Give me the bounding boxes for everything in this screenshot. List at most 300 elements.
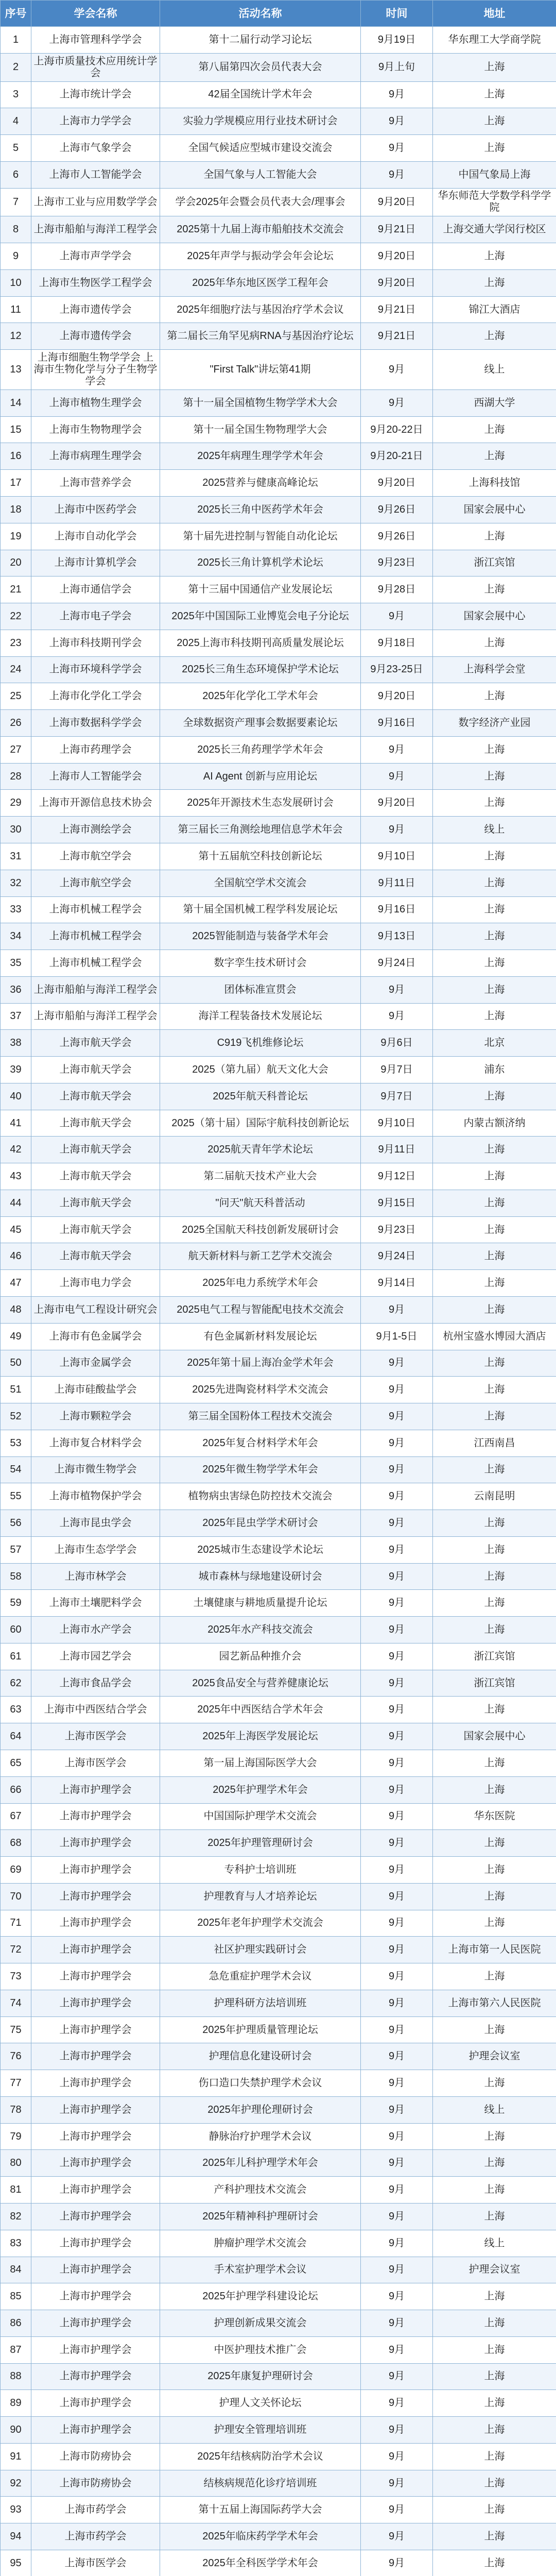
cell-place: 护理会议室 bbox=[433, 2043, 556, 2070]
table-row bbox=[1, 843, 556, 870]
cell-place: 上海 bbox=[433, 269, 556, 296]
cell-no: 56 bbox=[1, 1510, 31, 1537]
cell-time: 9月20日 bbox=[361, 470, 433, 497]
cell-place: 上海 bbox=[433, 1910, 556, 1937]
cell-place: 上海市第六人民医院 bbox=[433, 1990, 556, 2016]
cell-time: 9月10日 bbox=[361, 1110, 433, 1137]
cell-place: 杭州宝盛水博园大酒店 bbox=[433, 1323, 556, 1350]
cell-place: 上海 bbox=[433, 950, 556, 977]
cell-activity: 2025全国航天科技创新发展研讨会 bbox=[160, 1216, 361, 1243]
cell-no: 5 bbox=[1, 135, 31, 162]
cell-no: 93 bbox=[1, 2497, 31, 2523]
cell-society: 上海市医学会 bbox=[31, 1723, 160, 1750]
cell-time: 9月 bbox=[361, 1937, 433, 1963]
cell-society: 上海市防痨协会 bbox=[31, 2470, 160, 2497]
cell-time: 9月20-21日 bbox=[361, 443, 433, 470]
cell-time: 9月 bbox=[361, 2550, 433, 2576]
cell-society: 上海市细胞生物学学会 上海市生物化学与分子生物学学会 bbox=[31, 350, 160, 390]
cell-place: 上海科技馆 bbox=[433, 470, 556, 497]
cell-no: 37 bbox=[1, 1003, 31, 1030]
cell-time: 9月 bbox=[361, 161, 433, 188]
cell-time: 9月18日 bbox=[361, 630, 433, 656]
cell-society: 上海市护理学会 bbox=[31, 1830, 160, 1857]
table-row bbox=[1, 1190, 556, 1216]
cell-no: 35 bbox=[1, 950, 31, 977]
cell-society: 上海市园艺学会 bbox=[31, 1643, 160, 1670]
table-row bbox=[1, 2043, 556, 2070]
cell-place: 上海 bbox=[433, 243, 556, 270]
table-row bbox=[1, 135, 556, 162]
cell-place: 上海 bbox=[433, 1617, 556, 1643]
cell-time: 9月 bbox=[361, 2523, 433, 2550]
cell-place: 上海 bbox=[433, 1697, 556, 1723]
table-row bbox=[1, 1510, 556, 1537]
cell-society: 上海市航空学会 bbox=[31, 870, 160, 896]
cell-time: 9月23-25日 bbox=[361, 656, 433, 683]
cell-time: 9月 bbox=[361, 2230, 433, 2257]
table-row bbox=[1, 2443, 556, 2470]
cell-no: 32 bbox=[1, 870, 31, 896]
cell-time: 9月 bbox=[361, 2443, 433, 2470]
cell-no: 8 bbox=[1, 216, 31, 243]
cell-activity: 第十二届行动学习论坛 bbox=[160, 27, 361, 54]
cell-society: 上海市机械工程学会 bbox=[31, 896, 160, 923]
cell-activity: 2025年病理生理学学术年会 bbox=[160, 443, 361, 470]
table-row bbox=[1, 1750, 556, 1777]
cell-society: 上海市土壤肥料学会 bbox=[31, 1590, 160, 1617]
cell-activity: AI Agent 创新与应用论坛 bbox=[160, 763, 361, 790]
cell-time: 9月7日 bbox=[361, 1057, 433, 1083]
cell-society: 上海市力学学会 bbox=[31, 108, 160, 135]
cell-activity: 2025年护理学术年会 bbox=[160, 1776, 361, 1803]
cell-society: 上海市通信学会 bbox=[31, 577, 160, 603]
cell-activity: 伤口造口失禁护理学术会议 bbox=[160, 2070, 361, 2097]
cell-no: 1 bbox=[1, 27, 31, 54]
cell-society: 上海市航天学会 bbox=[31, 1083, 160, 1110]
cell-time: 9月 bbox=[361, 2363, 433, 2390]
table-row bbox=[1, 976, 556, 1003]
table-row bbox=[1, 1563, 556, 1590]
cell-activity: 第十三届中国通信产业发展论坛 bbox=[160, 577, 361, 603]
cell-time: 9月 bbox=[361, 2336, 433, 2363]
table-row bbox=[1, 2096, 556, 2123]
cell-activity: 全国气候适应型城市建设交流会 bbox=[160, 135, 361, 162]
cell-society: 上海市护理学会 bbox=[31, 2016, 160, 2043]
cell-place: 北京 bbox=[433, 1030, 556, 1057]
cell-time: 9月 bbox=[361, 135, 433, 162]
cell-place: 上海 bbox=[433, 1163, 556, 1190]
table-row bbox=[1, 1296, 556, 1323]
cell-activity: 2025年儿科护理学术年会 bbox=[160, 2150, 361, 2177]
cell-activity: 2025年上海医学发展论坛 bbox=[160, 1723, 361, 1750]
table-row bbox=[1, 2204, 556, 2230]
cell-place: 护理会议室 bbox=[433, 2257, 556, 2283]
cell-no: 88 bbox=[1, 2363, 31, 2390]
cell-no: 68 bbox=[1, 1830, 31, 1857]
cell-society: 上海市质量技术应用统计学会 bbox=[31, 53, 160, 81]
table-row bbox=[1, 1536, 556, 1563]
cell-no: 82 bbox=[1, 2204, 31, 2230]
cell-no: 46 bbox=[1, 1243, 31, 1270]
cell-place: 浦东 bbox=[433, 1057, 556, 1083]
cell-society: 上海市病理生理学会 bbox=[31, 443, 160, 470]
cell-activity: 2025营养与健康高峰论坛 bbox=[160, 470, 361, 497]
cell-no: 11 bbox=[1, 296, 31, 323]
cell-time: 9月 bbox=[361, 1883, 433, 1910]
cell-place: 上海 bbox=[433, 923, 556, 950]
cell-place: 上海 bbox=[433, 2150, 556, 2177]
cell-no: 66 bbox=[1, 1776, 31, 1803]
table-row bbox=[1, 243, 556, 270]
cell-no: 57 bbox=[1, 1536, 31, 1563]
column-header-place: 地址 bbox=[433, 1, 556, 27]
cell-society: 上海市电子学会 bbox=[31, 603, 160, 630]
cell-activity: 护理人文关怀论坛 bbox=[160, 2390, 361, 2417]
table-row bbox=[1, 497, 556, 523]
cell-society: 上海市护理学会 bbox=[31, 1776, 160, 1803]
cell-place: 上海 bbox=[433, 1270, 556, 1297]
cell-no: 47 bbox=[1, 1270, 31, 1297]
cell-society: 上海市护理学会 bbox=[31, 2390, 160, 2417]
cell-society: 上海市人工智能学会 bbox=[31, 161, 160, 188]
cell-activity: 第二届航天技术产业大会 bbox=[160, 1163, 361, 1190]
cell-no: 15 bbox=[1, 416, 31, 443]
cell-time: 9月1-5日 bbox=[361, 1323, 433, 1350]
cell-place: 上海 bbox=[433, 1350, 556, 1377]
cell-no: 95 bbox=[1, 2550, 31, 2576]
cell-time: 9月 bbox=[361, 603, 433, 630]
table-row bbox=[1, 2257, 556, 2283]
cell-place: 上海 bbox=[433, 790, 556, 817]
cell-place: 国家会展中心 bbox=[433, 497, 556, 523]
cell-society: 上海市有色金属学会 bbox=[31, 1323, 160, 1350]
cell-no: 89 bbox=[1, 2390, 31, 2417]
cell-activity: 第十一届全国生物物理学大会 bbox=[160, 416, 361, 443]
cell-no: 74 bbox=[1, 1990, 31, 2016]
cell-society: 上海市航天学会 bbox=[31, 1163, 160, 1190]
cell-place: 线上 bbox=[433, 2230, 556, 2257]
cell-place: 上海 bbox=[433, 1296, 556, 1323]
cell-no: 6 bbox=[1, 161, 31, 188]
column-header-society: 学会名称 bbox=[31, 1, 160, 27]
table-row bbox=[1, 870, 556, 896]
cell-activity: 全国航空学术交流会 bbox=[160, 870, 361, 896]
cell-no: 61 bbox=[1, 1643, 31, 1670]
cell-time: 9月 bbox=[361, 1456, 433, 1483]
cell-time: 9月11日 bbox=[361, 1137, 433, 1163]
cell-activity: 学会2025年会暨会员代表大会/理事会 bbox=[160, 188, 361, 216]
cell-society: 上海市生物物理学会 bbox=[31, 416, 160, 443]
table-row bbox=[1, 1830, 556, 1857]
cell-time: 9月 bbox=[361, 2257, 433, 2283]
cell-place: 上海 bbox=[433, 2336, 556, 2363]
cell-activity: 2025长三角生态环境保护学术论坛 bbox=[160, 656, 361, 683]
cell-no: 90 bbox=[1, 2417, 31, 2444]
cell-no: 48 bbox=[1, 1296, 31, 1323]
cell-activity: 护理信息化建设研讨会 bbox=[160, 2043, 361, 2070]
cell-society: 上海市医学会 bbox=[31, 1750, 160, 1777]
cell-activity: 第十五届航空科技创新论坛 bbox=[160, 843, 361, 870]
cell-time: 9月 bbox=[361, 1536, 433, 1563]
cell-society: 上海市微生物学会 bbox=[31, 1456, 160, 1483]
cell-activity: 2025电气工程与智能配电技术交流会 bbox=[160, 1296, 361, 1323]
cell-time: 9月 bbox=[361, 1510, 433, 1537]
table-row bbox=[1, 1723, 556, 1750]
cell-no: 52 bbox=[1, 1403, 31, 1430]
cell-no: 69 bbox=[1, 1857, 31, 1884]
cell-no: 62 bbox=[1, 1670, 31, 1697]
cell-no: 31 bbox=[1, 843, 31, 870]
cell-society: 上海市复合材料学会 bbox=[31, 1430, 160, 1456]
cell-time: 9月26日 bbox=[361, 523, 433, 550]
cell-activity: 肿瘤护理学术交流会 bbox=[160, 2230, 361, 2257]
cell-society: 上海市管理科学学会 bbox=[31, 27, 160, 54]
cell-time: 9月6日 bbox=[361, 1030, 433, 1057]
cell-place: 线上 bbox=[433, 817, 556, 843]
cell-society: 上海市昆虫学会 bbox=[31, 1510, 160, 1537]
cell-society: 上海市护理学会 bbox=[31, 2230, 160, 2257]
cell-society: 上海市船舶与海洋工程学会 bbox=[31, 216, 160, 243]
table-row bbox=[1, 1857, 556, 1884]
cell-place: 华东师范大学数学科学学院 bbox=[433, 188, 556, 216]
table-row bbox=[1, 1803, 556, 1830]
cell-activity: 城市森林与绿地建设研讨会 bbox=[160, 1563, 361, 1590]
cell-time: 9月 bbox=[361, 2177, 433, 2204]
cell-activity: 2025第十九届上海市船舶技术交流会 bbox=[160, 216, 361, 243]
cell-no: 75 bbox=[1, 2016, 31, 2043]
cell-activity: 护理安全管理培训班 bbox=[160, 2417, 361, 2444]
cell-no: 70 bbox=[1, 1883, 31, 1910]
cell-society: 上海市遗传学会 bbox=[31, 296, 160, 323]
cell-activity: 2025年声学与振动学会年会论坛 bbox=[160, 243, 361, 270]
cell-no: 53 bbox=[1, 1430, 31, 1456]
cell-no: 22 bbox=[1, 603, 31, 630]
cell-society: 上海市护理学会 bbox=[31, 1963, 160, 1990]
cell-place: 线上 bbox=[433, 2096, 556, 2123]
cell-activity: 静脉治疗护理学术会议 bbox=[160, 2123, 361, 2150]
cell-time: 9月 bbox=[361, 976, 433, 1003]
table-row bbox=[1, 763, 556, 790]
cell-society: 上海市护理学会 bbox=[31, 2310, 160, 2337]
cell-no: 45 bbox=[1, 1216, 31, 1243]
cell-place: 华东理工大学商学院 bbox=[433, 27, 556, 54]
cell-society: 上海市人工智能学会 bbox=[31, 763, 160, 790]
cell-place: 上海 bbox=[433, 1963, 556, 1990]
cell-society: 上海市金属学会 bbox=[31, 1350, 160, 1377]
cell-time: 9月20日 bbox=[361, 188, 433, 216]
table-row bbox=[1, 1883, 556, 1910]
cell-place: 上海 bbox=[433, 1830, 556, 1857]
cell-no: 10 bbox=[1, 269, 31, 296]
table-row bbox=[1, 1110, 556, 1137]
cell-no: 29 bbox=[1, 790, 31, 817]
cell-time: 9月20日 bbox=[361, 683, 433, 710]
cell-time: 9月 bbox=[361, 1430, 433, 1456]
cell-place: 上海 bbox=[433, 416, 556, 443]
table-row bbox=[1, 81, 556, 108]
cell-time: 9月 bbox=[361, 1483, 433, 1510]
cell-activity: 手术室护理学术会议 bbox=[160, 2257, 361, 2283]
cell-activity: 第十五届上海国际药学大会 bbox=[160, 2497, 361, 2523]
cell-place: 上海科学会堂 bbox=[433, 656, 556, 683]
table-row bbox=[1, 2390, 556, 2417]
cell-society: 上海市水产学会 bbox=[31, 1617, 160, 1643]
table-row bbox=[1, 2497, 556, 2523]
cell-activity: 2025年护理管理研讨会 bbox=[160, 1830, 361, 1857]
cell-place: 上海 bbox=[433, 1243, 556, 1270]
table-row bbox=[1, 416, 556, 443]
table-row bbox=[1, 53, 556, 81]
cell-society: 上海市药理学会 bbox=[31, 736, 160, 763]
cell-no: 79 bbox=[1, 2123, 31, 2150]
table-row bbox=[1, 2523, 556, 2550]
cell-society: 上海市护理学会 bbox=[31, 2204, 160, 2230]
cell-no: 65 bbox=[1, 1750, 31, 1777]
cell-time: 9月21日 bbox=[361, 216, 433, 243]
cell-society: 上海市中医药学会 bbox=[31, 497, 160, 523]
cell-society: 上海市航天学会 bbox=[31, 1190, 160, 1216]
cell-time: 9月20日 bbox=[361, 269, 433, 296]
cell-place: 上海市第一人民医院 bbox=[433, 1937, 556, 1963]
cell-place: 上海 bbox=[433, 1456, 556, 1483]
cell-society: 上海市护理学会 bbox=[31, 2096, 160, 2123]
cell-time: 9月 bbox=[361, 1750, 433, 1777]
cell-no: 80 bbox=[1, 2150, 31, 2177]
cell-society: 上海市硅酸盐学会 bbox=[31, 1377, 160, 1403]
table-row bbox=[1, 350, 556, 390]
cell-no: 7 bbox=[1, 188, 31, 216]
cell-society: 上海市防痨协会 bbox=[31, 2443, 160, 2470]
cell-activity: 2025年护理伦理研讨会 bbox=[160, 2096, 361, 2123]
cell-time: 9月 bbox=[361, 2497, 433, 2523]
cell-society: 上海市电力学会 bbox=[31, 1270, 160, 1297]
cell-no: 63 bbox=[1, 1697, 31, 1723]
cell-time: 9月11日 bbox=[361, 870, 433, 896]
cell-no: 26 bbox=[1, 710, 31, 737]
cell-activity: 中国国际护理学术交流会 bbox=[160, 1803, 361, 1830]
cell-society: 上海市护理学会 bbox=[31, 2150, 160, 2177]
cell-no: 14 bbox=[1, 389, 31, 416]
cell-place: 浙江宾馆 bbox=[433, 1670, 556, 1697]
cell-no: 91 bbox=[1, 2443, 31, 2470]
cell-society: 上海市植物保护学会 bbox=[31, 1483, 160, 1510]
cell-place: 上海 bbox=[433, 1590, 556, 1617]
table-row bbox=[1, 710, 556, 737]
cell-activity: 急危重症护理学术会议 bbox=[160, 1963, 361, 1990]
cell-time: 9月7日 bbox=[361, 1083, 433, 1110]
cell-place: 上海 bbox=[433, 1403, 556, 1430]
table-row bbox=[1, 2150, 556, 2177]
cell-no: 49 bbox=[1, 1323, 31, 1350]
cell-no: 50 bbox=[1, 1350, 31, 1377]
cell-activity: 航天新材料与新工艺学术交流会 bbox=[160, 1243, 361, 1270]
cell-activity: 2025上海市科技期刊高质量发展论坛 bbox=[160, 630, 361, 656]
cell-time: 9月 bbox=[361, 1830, 433, 1857]
table-row bbox=[1, 630, 556, 656]
cell-activity: "First Talk"讲坛第41期 bbox=[160, 350, 361, 390]
cell-society: 上海市药学会 bbox=[31, 2523, 160, 2550]
cell-activity: 实验力学规模应用行业技术研讨会 bbox=[160, 108, 361, 135]
column-header-time: 时间 bbox=[361, 1, 433, 27]
cell-place: 上海 bbox=[433, 683, 556, 710]
cell-society: 上海市船舶与海洋工程学会 bbox=[31, 1003, 160, 1030]
cell-place: 上海 bbox=[433, 1216, 556, 1243]
cell-place: 上海 bbox=[433, 2443, 556, 2470]
cell-time: 9月24日 bbox=[361, 950, 433, 977]
cell-no: 13 bbox=[1, 350, 31, 390]
cell-time: 9月23日 bbox=[361, 550, 433, 577]
cell-society: 上海市营养学会 bbox=[31, 470, 160, 497]
cell-place: 上海 bbox=[433, 763, 556, 790]
cell-activity: 护理科研方法培训班 bbox=[160, 1990, 361, 2016]
cell-place: 上海 bbox=[433, 1776, 556, 1803]
cell-time: 9月 bbox=[361, 389, 433, 416]
cell-time: 9月 bbox=[361, 1350, 433, 1377]
cell-place: 上海 bbox=[433, 1857, 556, 1884]
cell-society: 上海市环境科学学会 bbox=[31, 656, 160, 683]
cell-no: 17 bbox=[1, 470, 31, 497]
table-row bbox=[1, 1350, 556, 1377]
table-row bbox=[1, 108, 556, 135]
cell-society: 上海市航天学会 bbox=[31, 1243, 160, 1270]
cell-society: 上海市数据科学学会 bbox=[31, 710, 160, 737]
cell-activity: 第一届上海国际医学大会 bbox=[160, 1750, 361, 1777]
cell-activity: 第二届长三角罕见病RNA与基因治疗论坛 bbox=[160, 323, 361, 350]
cell-society: 上海市护理学会 bbox=[31, 1857, 160, 1884]
table-row bbox=[1, 2550, 556, 2576]
cell-society: 上海市工业与应用数学学会 bbox=[31, 188, 160, 216]
cell-activity: 2025年中国国际工业博览会电子分论坛 bbox=[160, 603, 361, 630]
table-row bbox=[1, 1057, 556, 1083]
table-row bbox=[1, 1030, 556, 1057]
table-row bbox=[1, 950, 556, 977]
cell-society: 上海市遗传学会 bbox=[31, 323, 160, 350]
column-header-activity: 活动名称 bbox=[160, 1, 361, 27]
cell-society: 上海市护理学会 bbox=[31, 2123, 160, 2150]
cell-time: 9月 bbox=[361, 1723, 433, 1750]
cell-activity: 第十届全国机械工程学科发展论坛 bbox=[160, 896, 361, 923]
cell-place: 上海 bbox=[433, 2390, 556, 2417]
table-row bbox=[1, 1216, 556, 1243]
cell-activity: 第八届第四次会员代表大会 bbox=[160, 53, 361, 81]
cell-society: 上海市护理学会 bbox=[31, 2043, 160, 2070]
table-row bbox=[1, 1670, 556, 1697]
cell-society: 上海市化学化工学会 bbox=[31, 683, 160, 710]
table-row bbox=[1, 269, 556, 296]
table-row bbox=[1, 1377, 556, 1403]
cell-place: 锦江大酒店 bbox=[433, 296, 556, 323]
cell-place: 上海 bbox=[433, 2016, 556, 2043]
cell-activity: C919飞机维修论坛 bbox=[160, 1030, 361, 1057]
table-row bbox=[1, 2177, 556, 2204]
cell-no: 16 bbox=[1, 443, 31, 470]
cell-activity: 2025年航天科普论坛 bbox=[160, 1083, 361, 1110]
cell-activity: 第十一届全国植物生物学学术大会 bbox=[160, 389, 361, 416]
cell-no: 36 bbox=[1, 976, 31, 1003]
cell-no: 58 bbox=[1, 1563, 31, 1590]
cell-no: 18 bbox=[1, 497, 31, 523]
table-row bbox=[1, 27, 556, 54]
table-row bbox=[1, 216, 556, 243]
cell-no: 83 bbox=[1, 2230, 31, 2257]
table-row bbox=[1, 2417, 556, 2444]
cell-society: 上海市机械工程学会 bbox=[31, 950, 160, 977]
cell-place: 上海 bbox=[433, 2550, 556, 2576]
cell-place: 上海 bbox=[433, 53, 556, 81]
cell-time: 9月 bbox=[361, 2096, 433, 2123]
cell-time: 9月19日 bbox=[361, 27, 433, 54]
cell-activity: 护理教育与人才培养论坛 bbox=[160, 1883, 361, 1910]
